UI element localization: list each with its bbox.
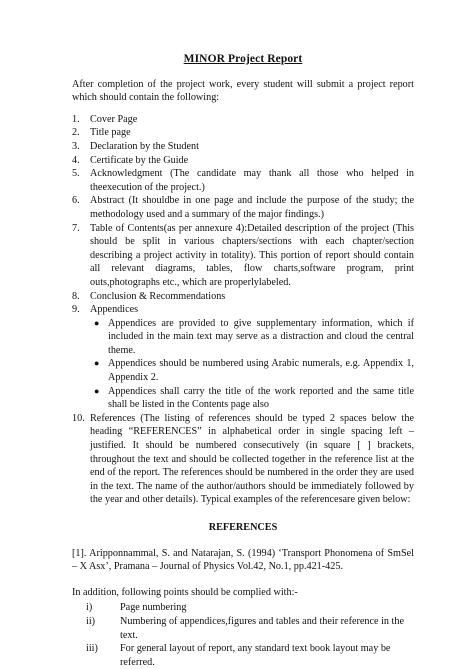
appendix-bullets bbox=[90, 317, 414, 412]
list-item-appendices: 9. Appendices ● Appendices are provided to give supplementary information, which if included in the main text may serve as a distraction and cloud the central theme. ● Appendices should be numbered using Arabic numerals, e.g. Appendix 1, Appendix 2. ● Appendices shall carry the title of the work reported and the same title shall be listed in the Contents page also bbox=[72, 304, 414, 411]
bullet-icon: ● bbox=[94, 317, 100, 328]
list-item: 6. Abstract (It shouldbe in one page and include the purpose of the study; the methodology used and a summary of the major findings.) bbox=[72, 195, 414, 220]
list-item: ii) Numbering of appendices,figures and tables and their reference in the text. bbox=[86, 615, 405, 641]
comply-intro: In addition, following points should be complied with:- bbox=[72, 586, 298, 598]
reference-entry: [1]. Aripponnammal, S. and Natarajan, S. (1994) ‘Transport Phonomena of SmSel – X Asx’, Pramana – Journal of Physics Vol.42, No.1, pp.421-425. bbox=[72, 547, 414, 573]
list-item: 7. Table of Contents(as per annexure 4):Detailed description of the project (This should be split in various chapters/sections with each chapter/section describing a project activity in totality). This portion of report should contain all relevant diagrams, tables, flow charts,software program, print outs,photographs etc., which are properlylabeled. bbox=[72, 222, 414, 288]
contents-list bbox=[72, 113, 414, 507]
list-item: 8. Conclusion & Recommendations bbox=[72, 290, 226, 302]
list-item: 2. Title page bbox=[72, 127, 131, 139]
list-item: 4. Certificate by the Guide bbox=[72, 154, 189, 166]
bullet-icon: ● bbox=[94, 385, 100, 396]
bullet-item: ● Appendices shall carry the title of the work reported and the same title shall be listed in the Contents page also bbox=[94, 385, 414, 411]
list-item: 10. References (The listing of references should be typed 2 spaces below the heading “REFERENCES” in alphabetical order in single spacing left – justified. It should be numbered consecutively (in square [ ] brackets, throughout the text and should be collected together in the reference list at the end of the report. The references should be numbered in the order they are used in the text. The name of the author/authors should be immediately followed by the year and other details). Typical examples of the referencesare given below: bbox=[72, 412, 414, 506]
list-item: 3. Declaration by the Student bbox=[72, 140, 199, 152]
list-item: i) Page numbering bbox=[86, 602, 187, 614]
list-item: 5. Acknowledgment (The candidate may thank all those who helped in theexecution of the project.) bbox=[72, 168, 414, 193]
bullet-item: ● Appendices are provided to give supplementary information, which if included in the main text may serve as a distraction and cloud the central theme. bbox=[94, 317, 414, 356]
references-heading: REFERENCES bbox=[208, 522, 278, 533]
document-title: MINOR Project Report bbox=[183, 53, 303, 65]
list-item: 1. Cover Page bbox=[72, 113, 138, 125]
bullet-icon: ● bbox=[94, 358, 100, 369]
comply-list bbox=[72, 601, 414, 669]
list-item: iii) For general layout of report, any standard text book layout may be referred. bbox=[86, 643, 391, 668]
intro-paragraph: After completion of the project work, every student will submit a project report which should contain the following: bbox=[72, 78, 414, 104]
bullet-item: ● Appendices should be numbered using Arabic numerals, e.g. Appendix 1, Appendix 2. bbox=[94, 358, 414, 384]
